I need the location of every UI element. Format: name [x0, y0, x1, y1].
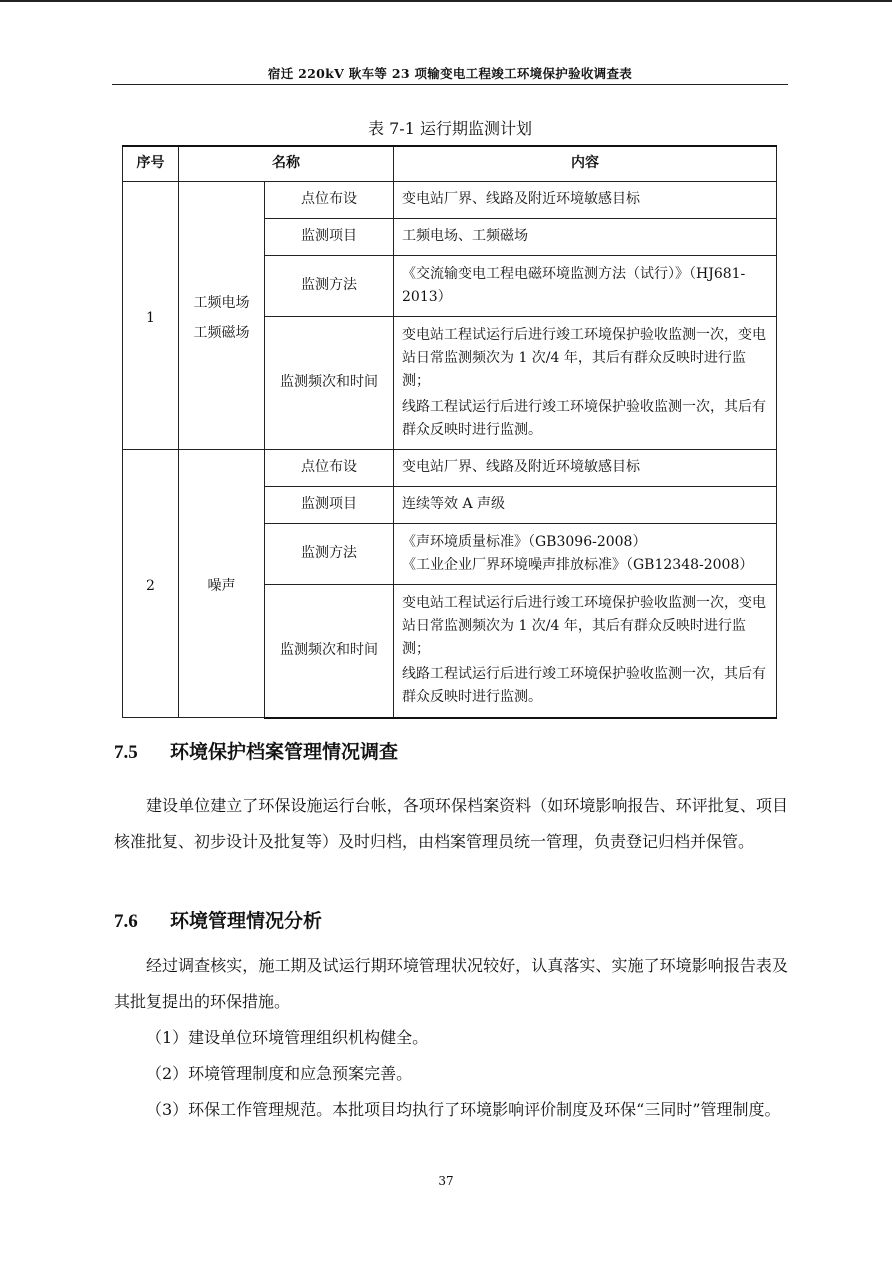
- column-header-content: 内容: [394, 146, 777, 182]
- content-paragraph: 连续等效 A 声级: [402, 496, 506, 513]
- content-paragraph: 《声环境质量标准》（GB3096-2008）: [402, 533, 647, 550]
- monitoring-item: 监测方法: [265, 524, 394, 585]
- row-name: [179, 450, 265, 718]
- page-top-border: [0, 0, 892, 2]
- table-row: [123, 450, 777, 487]
- monitoring-content: [394, 182, 777, 219]
- content-paragraph: 变电站厂界、线路及附近环境敏感目标: [402, 459, 640, 476]
- list-item: （1）建设单位环境管理组织机构健全。: [146, 1028, 429, 1047]
- monitoring-item: 点位布设: [265, 182, 394, 219]
- monitoring-content: [394, 450, 777, 487]
- monitoring-item: 监测项目: [265, 219, 394, 256]
- section-number: 7.5: [114, 742, 138, 763]
- monitoring-content: [394, 219, 777, 256]
- list-item: （3）环保工作管理规范。本批项目均执行了环境影响评价制度及环保“三同时”管理制度。: [146, 1100, 781, 1119]
- section-number: 7.6: [114, 911, 138, 932]
- row-index: 2: [123, 450, 179, 718]
- column-header-index: 序号: [123, 146, 179, 182]
- monitoring-item: 点位布设: [265, 450, 394, 487]
- section-7-5-body: [114, 788, 788, 860]
- content-paragraph: 变电站工程试运行后进行竣工环境保护验收监测一次，变电站日常监测频次为 1 次/4 年，其后有群众反映时进行监测；: [402, 595, 766, 658]
- content-paragraph: 工频电场、工频磁场: [402, 228, 528, 245]
- document-header-title: 宿迁 220kV 耿车等 23 项输变电工程竣工环境保护验收调查表: [267, 66, 633, 81]
- section-heading-7-5: [114, 737, 398, 764]
- column-header-name: 名称: [179, 146, 394, 182]
- content-paragraph: 《交流输变电工程电磁环境监测方法（试行）》（HJ681-2013）: [402, 265, 746, 305]
- monitoring-plan-table: [122, 145, 777, 719]
- body-paragraph: 经过调查核实，施工期及试运行期环境管理状况较好，认真落实、实施了环境影响报告表及其批复提出的环保措施。: [114, 956, 788, 1011]
- table-caption: 表 7-1 运行期监测计划: [368, 119, 532, 138]
- monitoring-item: 监测项目: [265, 487, 394, 524]
- table-row: [123, 182, 777, 219]
- list-item: （2）环境管理制度和应急预案完善。: [146, 1064, 413, 1083]
- monitoring-item: 监测方法: [265, 256, 394, 317]
- section-title: 环境管理情况分析: [170, 910, 323, 932]
- page-number: 37: [438, 1174, 454, 1188]
- content-paragraph: 线路工程试运行后进行竣工环境保护验收监测一次，其后有群众反映时进行监测。: [402, 398, 766, 438]
- monitoring-item: 监测频次和时间: [265, 317, 394, 450]
- monitoring-content: [394, 487, 777, 524]
- monitoring-content: [394, 524, 777, 585]
- row-index: 1: [123, 182, 179, 450]
- row-name: [179, 182, 265, 450]
- monitoring-item: 监测频次和时间: [265, 585, 394, 718]
- section-heading-7-6: [114, 906, 322, 933]
- row-name-line: 噪声: [207, 578, 236, 594]
- monitoring-content: [394, 585, 777, 718]
- content-paragraph: 变电站厂界、线路及附近环境敏感目标: [402, 191, 640, 208]
- table-header-row: [123, 146, 777, 182]
- row-name-line: 工频电场: [193, 295, 250, 311]
- content-paragraph: 《工业企业厂界环境噪声排放标准》（GB12348-2008）: [402, 557, 754, 573]
- monitoring-content: [394, 317, 777, 450]
- monitoring-content: [394, 256, 777, 317]
- header-divider: [112, 84, 788, 85]
- body-paragraph: 建设单位建立了环保设施运行台帐，各项环保档案资料（如环境影响报告、环评批复、项目核准批复、初步设计及批复等）及时归档，由档案管理员统一管理，负责登记归档并保管。: [114, 796, 788, 851]
- content-paragraph: 变电站工程试运行后进行竣工环境保护验收监测一次，变电站日常监测频次为 1 次/4 年，其后有群众反映时进行监测；: [402, 327, 766, 390]
- section-7-6-body: [114, 948, 788, 1128]
- row-name-line: 工频磁场: [193, 325, 250, 341]
- section-title: 环境保护档案管理情况调查: [170, 741, 399, 763]
- content-paragraph: 线路工程试运行后进行竣工环境保护验收监测一次，其后有群众反映时进行监测。: [402, 666, 766, 706]
